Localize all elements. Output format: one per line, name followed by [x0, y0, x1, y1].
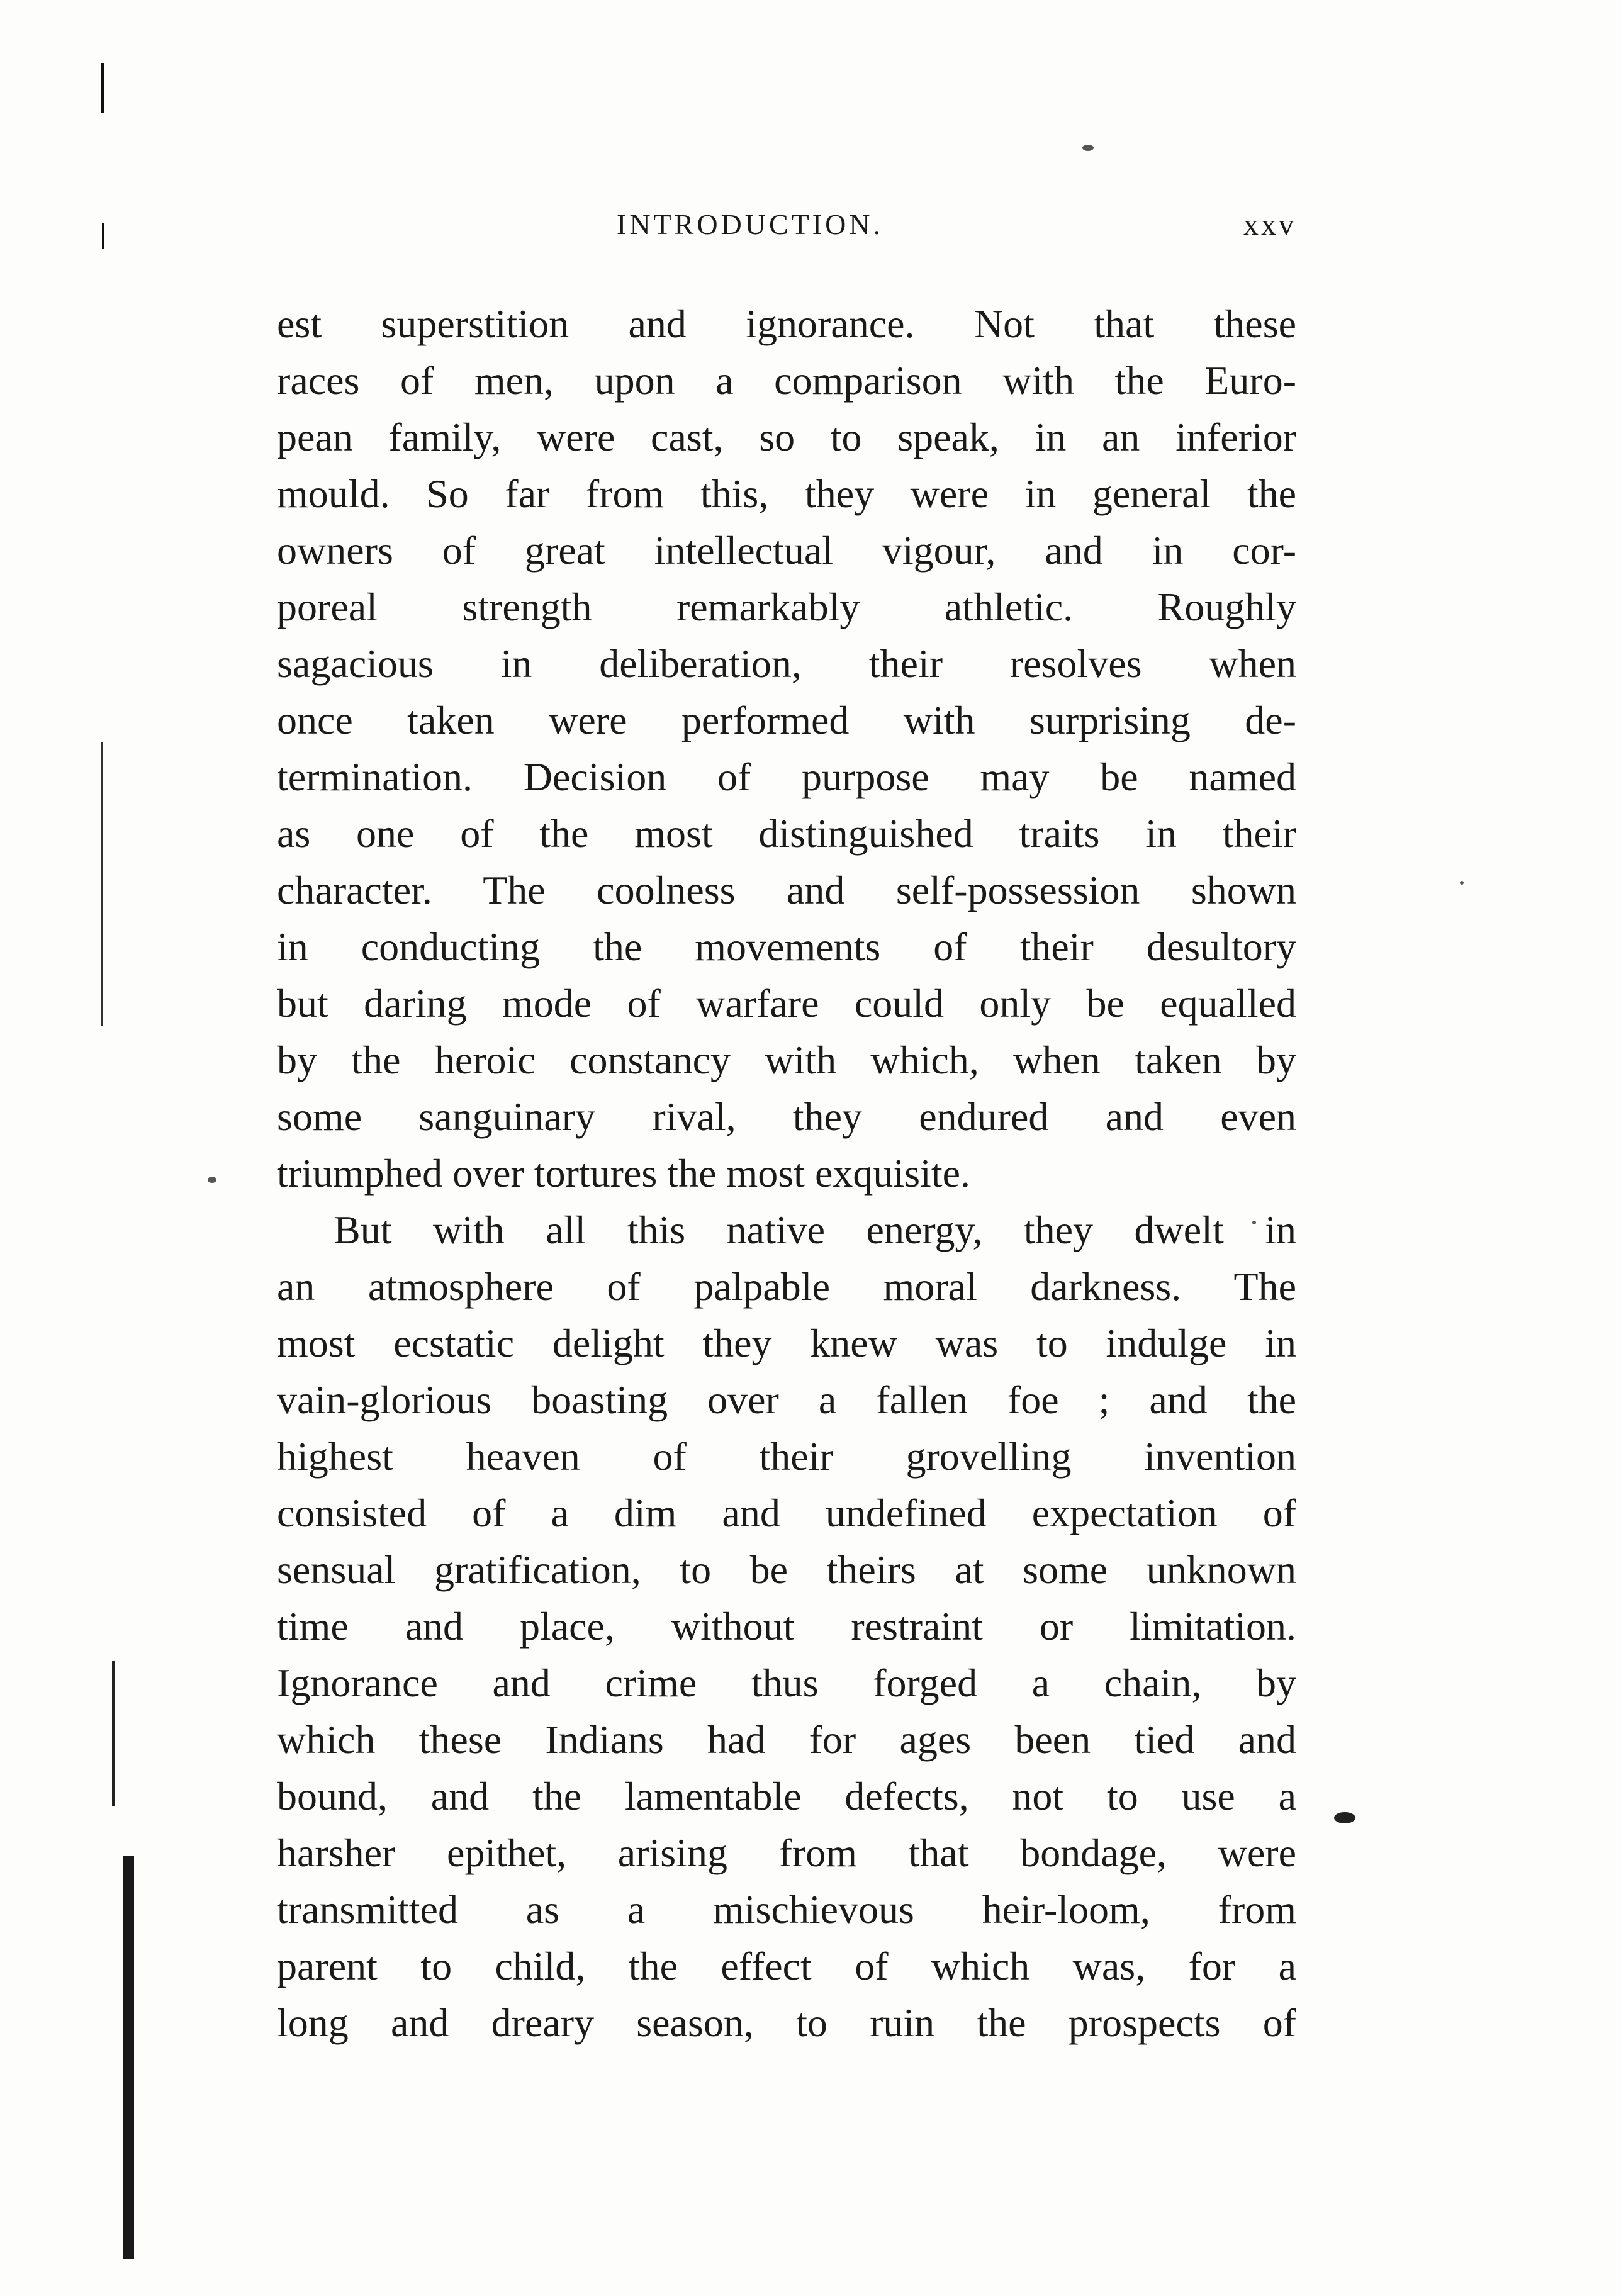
text-line: time and place, without restraint or limitation.: [277, 1604, 1296, 1649]
text-line: harsher epithet, arising from that bondage, were: [277, 1830, 1296, 1875]
text-line: long and dreary season, to ruin the prospects of: [277, 2000, 1296, 2045]
scan-speck: [208, 1177, 216, 1183]
text-line: but daring mode of warfare could only be equalled: [277, 981, 1296, 1026]
paragraph: [277, 296, 1296, 1202]
text-line: races of men, upon a comparison with the Euro-: [277, 358, 1296, 403]
text-line: sagacious in deliberation, their resolves when: [277, 641, 1296, 686]
text-line: Ignorance and crime thus forged a chain, by: [277, 1660, 1296, 1705]
text-line: parent to child, the effect of which was, for a: [277, 1944, 1296, 1988]
scan-speck: [1082, 145, 1094, 151]
text-line: pean family, were cast, so to speak, in an inferior: [277, 415, 1296, 459]
scan-speck: [1334, 1812, 1355, 1823]
text-line: owners of great intellectual vigour, and in cor-: [277, 528, 1296, 573]
text-line: termination. Decision of purpose may be named: [277, 754, 1296, 799]
page-number: xxv: [1243, 208, 1296, 242]
text-line: highest heaven of their grovelling invention: [277, 1434, 1296, 1479]
text-line: some sanguinary rival, they endured and even: [277, 1094, 1296, 1139]
body-text: [277, 296, 1296, 2051]
text-line: in conducting the movements of their desultory: [277, 924, 1296, 969]
scan-edge-mark: [101, 63, 104, 113]
text-line: poreal strength remarkably athletic. Roughly: [277, 585, 1296, 629]
text-line: transmitted as a mischievous heir-loom, from: [277, 1887, 1296, 1932]
text-line: consisted of a dim and undefined expectation of: [277, 1491, 1296, 1535]
scan-edge-mark: [102, 223, 104, 249]
paragraph: [277, 1202, 1296, 2051]
text-line: est superstition and ignorance. Not that these: [277, 301, 1296, 346]
scan-edge-mark: [101, 742, 103, 1026]
text-line: mould. So far from this, they were in general the: [277, 471, 1296, 516]
text-line: by the heroic constancy with which, when taken by: [277, 1038, 1296, 1082]
text-line: bound, and the lamentable defects, not to use a: [277, 1774, 1296, 1818]
text-line: which these Indians had for ages been tied and: [277, 1717, 1296, 1762]
scan-edge-mark: [123, 1856, 134, 2259]
text-line: as one of the most distinguished traits in their: [277, 811, 1296, 856]
text-line: But with all this native energy, they dwelt in: [334, 1207, 1296, 1252]
text-line: most ecstatic delight they knew was to indulge in: [277, 1321, 1296, 1365]
text-line: an atmosphere of palpable moral darkness. The: [277, 1264, 1296, 1309]
running-head: [277, 208, 1296, 245]
scan-speck: [1460, 881, 1464, 885]
text-line: once taken were performed with surprising de-: [277, 698, 1296, 742]
text-line: vain-glorious boasting over a fallen foe ; and the: [277, 1377, 1296, 1422]
scan-edge-mark: [112, 1661, 115, 1806]
text-line: sensual gratification, to be theirs at some unknown: [277, 1547, 1296, 1592]
text-line: character. The coolness and self-possession shown: [277, 868, 1296, 912]
text-line: triumphed over tortures the most exquisite.: [277, 1151, 970, 1196]
running-title: INTRODUCTION.: [617, 208, 884, 240]
